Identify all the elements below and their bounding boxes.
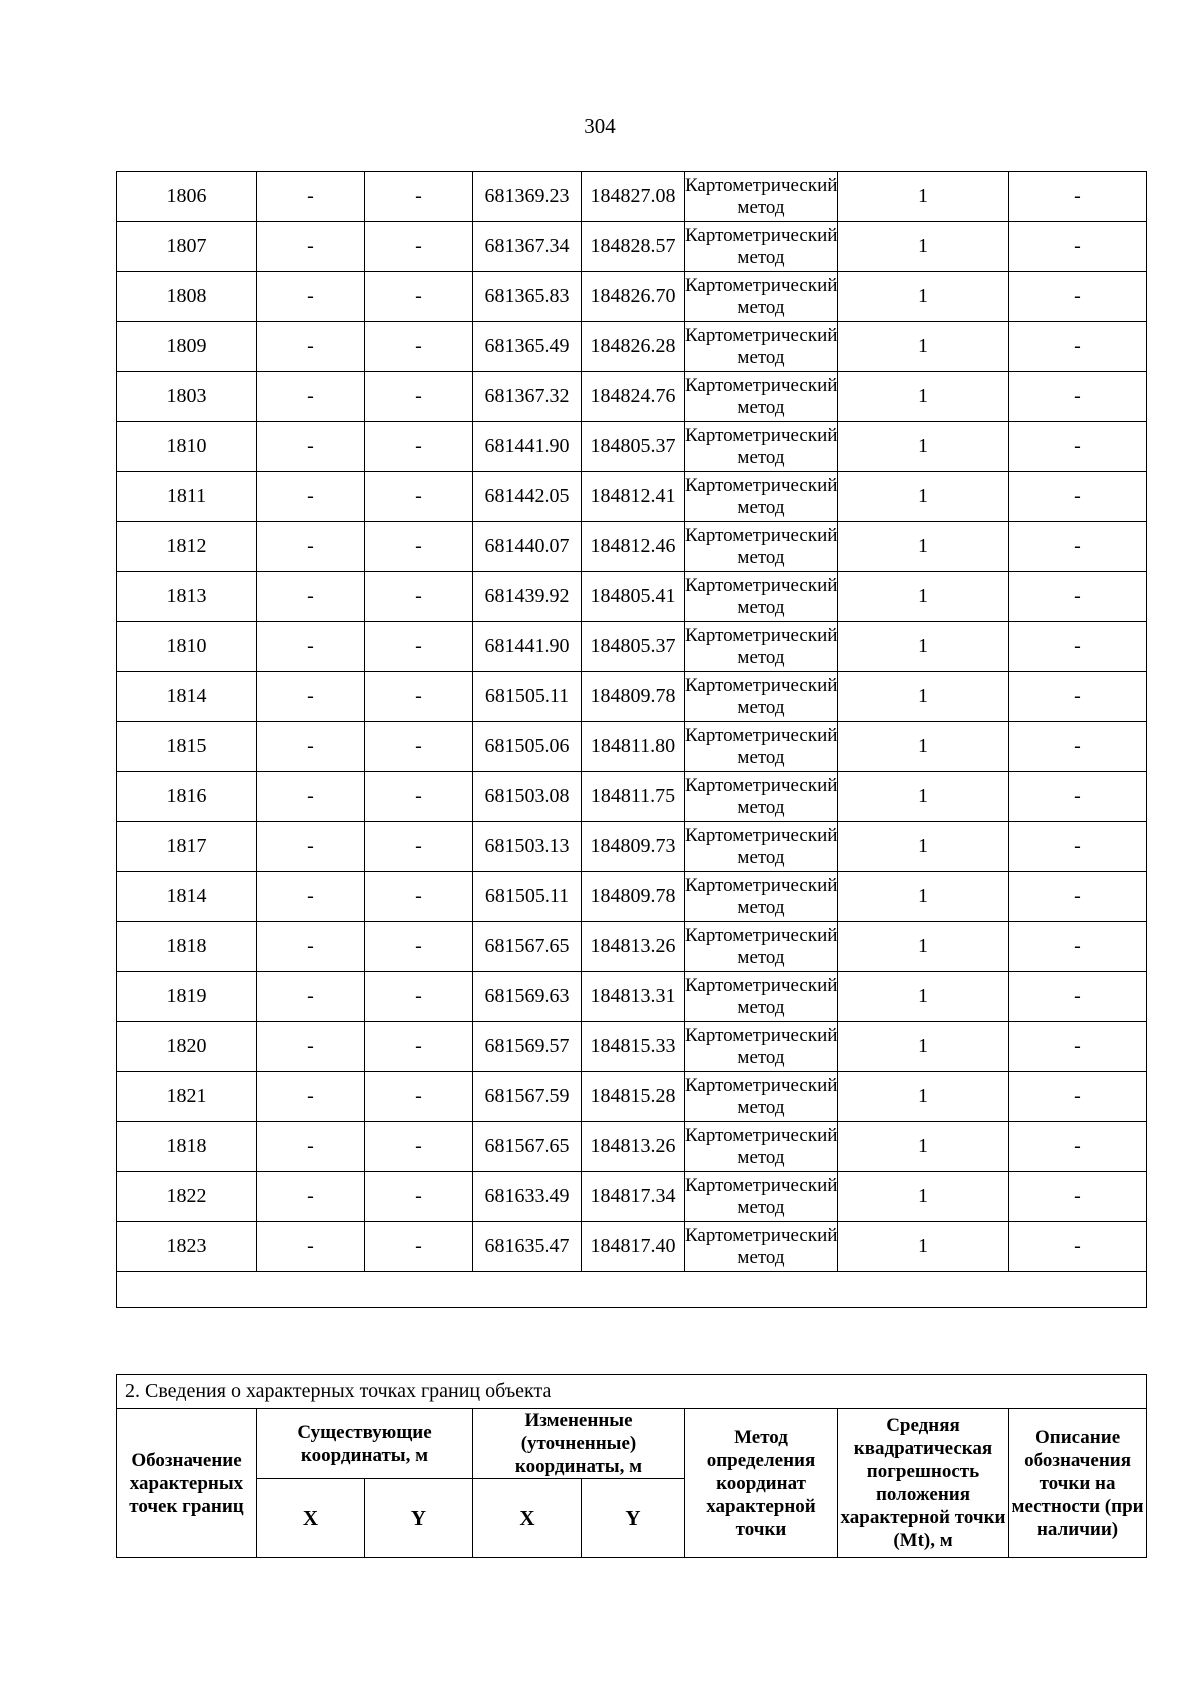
existing-x-cell: - (257, 222, 365, 272)
header-mean-error: Средняя квадратическая погрешность положения характерной точки (Mt), м (838, 1409, 1009, 1558)
mean-error-cell: 1 (838, 222, 1009, 272)
changed-y-cell: 184811.80 (582, 722, 685, 772)
mean-error-cell: 1 (838, 1222, 1009, 1272)
point-cell: 1808 (117, 272, 257, 322)
table-row (117, 222, 1147, 272)
point-cell: 1816 (117, 772, 257, 822)
changed-x-cell: 681505.06 (473, 722, 582, 772)
method-cell: Картометрический метод (685, 172, 838, 222)
method-cell: Картометрический метод (685, 1022, 838, 1072)
table-row (117, 372, 1147, 422)
table-row (117, 622, 1147, 672)
changed-y-cell: 184809.78 (582, 672, 685, 722)
existing-x-cell: - (257, 172, 365, 222)
description-cell: - (1009, 1072, 1147, 1122)
method-cell: Картометрический метод (685, 522, 838, 572)
header-method: Метод определения координат характерной точки (685, 1409, 838, 1558)
header-existing-coordinates: Существующие координаты, м (257, 1409, 473, 1479)
point-cell: 1818 (117, 1122, 257, 1172)
table-row (117, 722, 1147, 772)
existing-y-cell: - (365, 472, 473, 522)
changed-y-cell: 184815.33 (582, 1022, 685, 1072)
description-cell: - (1009, 272, 1147, 322)
mean-error-cell: 1 (838, 372, 1009, 422)
point-cell: 1810 (117, 422, 257, 472)
changed-x-cell: 681569.57 (473, 1022, 582, 1072)
mean-error-cell: 1 (838, 472, 1009, 522)
table-row (117, 672, 1147, 722)
changed-x-cell: 681635.47 (473, 1222, 582, 1272)
method-cell: Картометрический метод (685, 822, 838, 872)
mean-error-cell: 1 (838, 522, 1009, 572)
changed-x-cell: 681367.32 (473, 372, 582, 422)
existing-x-cell: - (257, 922, 365, 972)
description-cell: - (1009, 772, 1147, 822)
changed-x-cell: 681505.11 (473, 872, 582, 922)
table-row (117, 172, 1147, 222)
existing-y-cell: - (365, 372, 473, 422)
changed-y-cell: 184828.57 (582, 222, 685, 272)
method-cell: Картометрический метод (685, 772, 838, 822)
table-row (117, 822, 1147, 872)
point-cell: 1817 (117, 822, 257, 872)
existing-y-cell: - (365, 422, 473, 472)
method-cell: Картометрический метод (685, 422, 838, 472)
point-cell: 1807 (117, 222, 257, 272)
point-cell: 1811 (117, 472, 257, 522)
method-cell: Картометрический метод (685, 1222, 838, 1272)
table-row (117, 1222, 1147, 1272)
changed-x-cell: 681633.49 (473, 1172, 582, 1222)
existing-y-cell: - (365, 672, 473, 722)
point-cell: 1820 (117, 1022, 257, 1072)
empty-row (117, 1272, 1147, 1308)
existing-y-cell: - (365, 1222, 473, 1272)
changed-y-cell: 184813.31 (582, 972, 685, 1022)
table-row (117, 922, 1147, 972)
changed-y-cell: 184812.41 (582, 472, 685, 522)
existing-y-cell: - (365, 272, 473, 322)
changed-x-cell: 681441.90 (473, 622, 582, 672)
header-description: Описание обозначения точки на местности (при наличии) (1009, 1409, 1147, 1558)
existing-y-cell: - (365, 872, 473, 922)
changed-x-cell: 681503.08 (473, 772, 582, 822)
changed-x-cell: 681439.92 (473, 572, 582, 622)
mean-error-cell: 1 (838, 772, 1009, 822)
description-cell: - (1009, 472, 1147, 522)
existing-y-cell: - (365, 972, 473, 1022)
method-cell: Картометрический метод (685, 722, 838, 772)
method-cell: Картометрический метод (685, 1072, 838, 1122)
point-cell: 1819 (117, 972, 257, 1022)
existing-x-cell: - (257, 372, 365, 422)
description-cell: - (1009, 1022, 1147, 1072)
changed-y-cell: 184815.28 (582, 1072, 685, 1122)
mean-error-cell: 1 (838, 572, 1009, 622)
method-cell: Картометрический метод (685, 572, 838, 622)
description-cell: - (1009, 522, 1147, 572)
description-cell: - (1009, 922, 1147, 972)
changed-y-cell: 184809.78 (582, 872, 685, 922)
changed-x-cell: 681369.23 (473, 172, 582, 222)
table-row (117, 422, 1147, 472)
point-cell: 1821 (117, 1072, 257, 1122)
existing-x-cell: - (257, 772, 365, 822)
changed-y-cell: 184824.76 (582, 372, 685, 422)
existing-y-cell: - (365, 1172, 473, 1222)
mean-error-cell: 1 (838, 872, 1009, 922)
coordinates-table (116, 171, 1147, 1308)
existing-x-cell: - (257, 322, 365, 372)
existing-x-cell: - (257, 272, 365, 322)
section2-header-table (116, 1374, 1147, 1558)
description-cell: - (1009, 322, 1147, 372)
point-cell: 1822 (117, 1172, 257, 1222)
header-changed-y: Y (582, 1479, 685, 1558)
point-cell: 1823 (117, 1222, 257, 1272)
changed-x-cell: 681441.90 (473, 422, 582, 472)
table-row (117, 572, 1147, 622)
method-cell: Картометрический метод (685, 1122, 838, 1172)
method-cell: Картометрический метод (685, 1172, 838, 1222)
mean-error-cell: 1 (838, 722, 1009, 772)
method-cell: Картометрический метод (685, 372, 838, 422)
changed-x-cell: 681505.11 (473, 672, 582, 722)
existing-y-cell: - (365, 822, 473, 872)
method-cell: Картометрический метод (685, 272, 838, 322)
mean-error-cell: 1 (838, 972, 1009, 1022)
table-row (117, 1072, 1147, 1122)
changed-x-cell: 681367.34 (473, 222, 582, 272)
changed-y-cell: 184813.26 (582, 1122, 685, 1172)
existing-y-cell: - (365, 622, 473, 672)
description-cell: - (1009, 672, 1147, 722)
existing-x-cell: - (257, 822, 365, 872)
existing-x-cell: - (257, 1072, 365, 1122)
changed-y-cell: 184805.41 (582, 572, 685, 622)
mean-error-cell: 1 (838, 272, 1009, 322)
existing-x-cell: - (257, 422, 365, 472)
table-row (117, 272, 1147, 322)
description-cell: - (1009, 722, 1147, 772)
description-cell: - (1009, 972, 1147, 1022)
table-row (117, 1122, 1147, 1172)
changed-y-cell: 184811.75 (582, 772, 685, 822)
header-changed-coordinates: Измененные (уточненные) координаты, м (473, 1409, 685, 1479)
mean-error-cell: 1 (838, 622, 1009, 672)
existing-y-cell: - (365, 1022, 473, 1072)
point-cell: 1803 (117, 372, 257, 422)
existing-y-cell: - (365, 222, 473, 272)
changed-y-cell: 184826.70 (582, 272, 685, 322)
method-cell: Картометрический метод (685, 922, 838, 972)
changed-x-cell: 681567.59 (473, 1072, 582, 1122)
header-point-designation: Обозначение характерных точек границ (117, 1409, 257, 1558)
point-cell: 1813 (117, 572, 257, 622)
mean-error-cell: 1 (838, 1072, 1009, 1122)
changed-y-cell: 184812.46 (582, 522, 685, 572)
mean-error-cell: 1 (838, 172, 1009, 222)
point-cell: 1812 (117, 522, 257, 572)
changed-x-cell: 681567.65 (473, 1122, 582, 1172)
existing-x-cell: - (257, 622, 365, 672)
table-row (117, 872, 1147, 922)
point-cell: 1814 (117, 672, 257, 722)
empty-cell (117, 1272, 1147, 1308)
description-cell: - (1009, 222, 1147, 272)
mean-error-cell: 1 (838, 822, 1009, 872)
existing-x-cell: - (257, 672, 365, 722)
changed-x-cell: 681365.49 (473, 322, 582, 372)
existing-y-cell: - (365, 1122, 473, 1172)
table-row (117, 322, 1147, 372)
description-cell: - (1009, 872, 1147, 922)
existing-x-cell: - (257, 1172, 365, 1222)
existing-y-cell: - (365, 722, 473, 772)
method-cell: Картометрический метод (685, 322, 838, 372)
changed-x-cell: 681503.13 (473, 822, 582, 872)
description-cell: - (1009, 622, 1147, 672)
method-cell: Картометрический метод (685, 972, 838, 1022)
changed-y-cell: 184809.73 (582, 822, 685, 872)
changed-y-cell: 184805.37 (582, 622, 685, 672)
table-row (117, 1022, 1147, 1072)
mean-error-cell: 1 (838, 1122, 1009, 1172)
mean-error-cell: 1 (838, 1022, 1009, 1072)
method-cell: Картометрический метод (685, 872, 838, 922)
table-row (117, 522, 1147, 572)
mean-error-cell: 1 (838, 422, 1009, 472)
changed-y-cell: 184813.26 (582, 922, 685, 972)
mean-error-cell: 1 (838, 922, 1009, 972)
existing-y-cell: - (365, 572, 473, 622)
point-cell: 1818 (117, 922, 257, 972)
mean-error-cell: 1 (838, 672, 1009, 722)
page-number: 304 (584, 114, 616, 138)
existing-y-cell: - (365, 772, 473, 822)
point-cell: 1814 (117, 872, 257, 922)
changed-y-cell: 184826.28 (582, 322, 685, 372)
coordinates-table-body (117, 172, 1147, 1308)
mean-error-cell: 1 (838, 322, 1009, 372)
existing-x-cell: - (257, 1222, 365, 1272)
point-cell: 1809 (117, 322, 257, 372)
existing-x-cell: - (257, 472, 365, 522)
table-row (117, 772, 1147, 822)
method-cell: Картометрический метод (685, 222, 838, 272)
existing-x-cell: - (257, 1022, 365, 1072)
description-cell: - (1009, 172, 1147, 222)
description-cell: - (1009, 1222, 1147, 1272)
existing-x-cell: - (257, 572, 365, 622)
description-cell: - (1009, 422, 1147, 472)
description-cell: - (1009, 572, 1147, 622)
existing-x-cell: - (257, 522, 365, 572)
existing-y-cell: - (365, 922, 473, 972)
mean-error-cell: 1 (838, 1172, 1009, 1222)
changed-x-cell: 681569.63 (473, 972, 582, 1022)
point-cell: 1815 (117, 722, 257, 772)
existing-y-cell: - (365, 322, 473, 372)
changed-y-cell: 184817.40 (582, 1222, 685, 1272)
method-cell: Картометрический метод (685, 472, 838, 522)
point-cell: 1806 (117, 172, 257, 222)
table-row (117, 472, 1147, 522)
point-cell: 1810 (117, 622, 257, 672)
existing-y-cell: - (365, 522, 473, 572)
description-cell: - (1009, 372, 1147, 422)
existing-x-cell: - (257, 972, 365, 1022)
description-cell: - (1009, 1122, 1147, 1172)
header-changed-x: X (473, 1479, 582, 1558)
changed-x-cell: 681365.83 (473, 272, 582, 322)
table-row (117, 1172, 1147, 1222)
existing-y-cell: - (365, 172, 473, 222)
header-existing-x: X (257, 1479, 365, 1558)
changed-y-cell: 184805.37 (582, 422, 685, 472)
existing-x-cell: - (257, 872, 365, 922)
description-cell: - (1009, 822, 1147, 872)
table-row (117, 972, 1147, 1022)
method-cell: Картометрический метод (685, 672, 838, 722)
existing-x-cell: - (257, 1122, 365, 1172)
existing-y-cell: - (365, 1072, 473, 1122)
description-cell: - (1009, 1172, 1147, 1222)
changed-x-cell: 681440.07 (473, 522, 582, 572)
header-existing-y: Y (365, 1479, 473, 1558)
changed-y-cell: 184827.08 (582, 172, 685, 222)
changed-x-cell: 681442.05 (473, 472, 582, 522)
changed-y-cell: 184817.34 (582, 1172, 685, 1222)
existing-x-cell: - (257, 722, 365, 772)
method-cell: Картометрический метод (685, 622, 838, 672)
changed-x-cell: 681567.65 (473, 922, 582, 972)
section-title: 2. Сведения о характерных точках границ объекта (117, 1375, 1147, 1409)
